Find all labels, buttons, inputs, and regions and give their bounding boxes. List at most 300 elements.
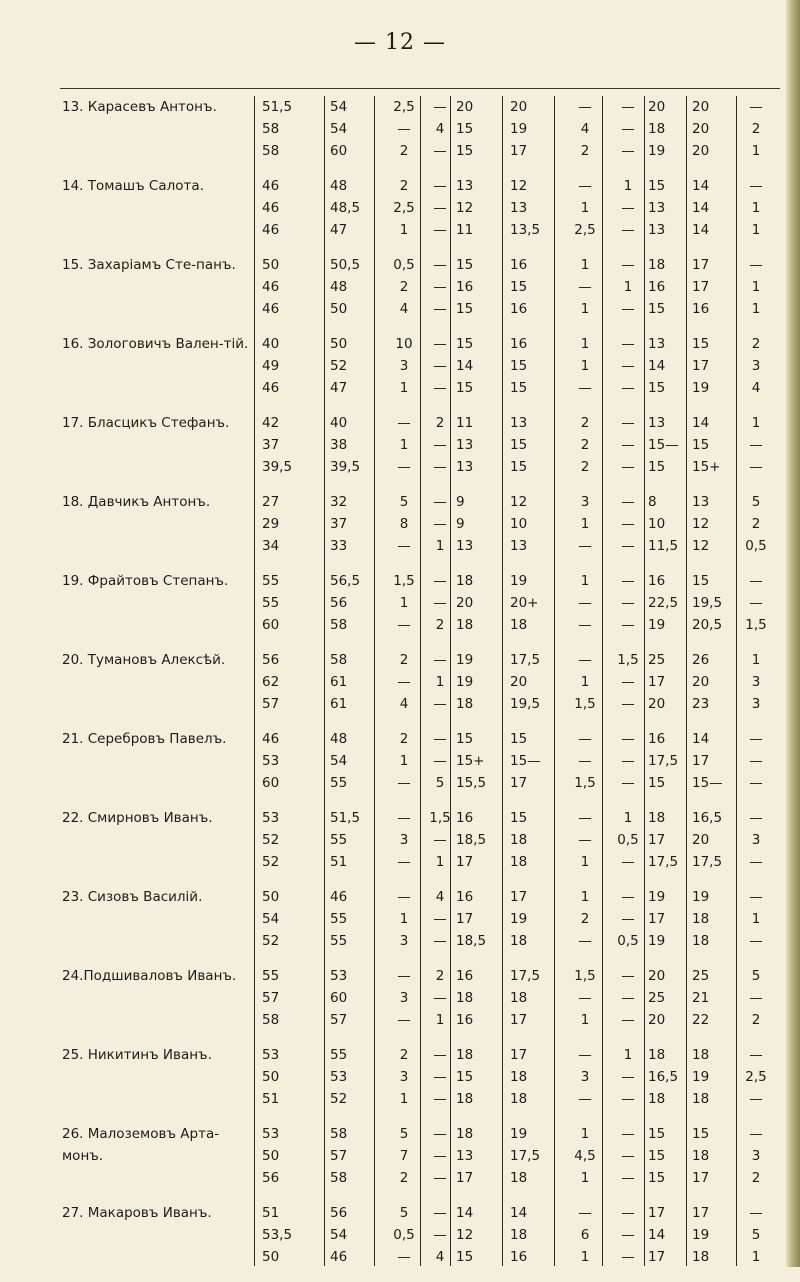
table-cell: 13 [456,437,474,453]
table-cell: — [621,753,635,769]
person-name: 26. Малоземовъ Арта-монъ. [62,1126,220,1164]
table-cell: — [621,674,635,690]
table-cell: 56 [330,1205,348,1221]
table-cell: 15 [648,301,666,317]
table-cell: 16 [456,968,474,984]
table-cell: 50 [262,1249,280,1265]
table-cell: 1,5 [574,696,596,712]
table-cell: 3 [399,990,409,1006]
table-cell: — [433,595,447,611]
table-cell: 20 [692,143,710,159]
table-cell: 1 [435,674,445,690]
table-cell: 2 [580,143,590,159]
table-cell: 21 [692,990,710,1006]
table-cell: — [433,731,447,747]
table-cell: 57 [262,990,280,1006]
table-cell: 19 [692,1069,710,1085]
table-cell: 52 [330,1091,348,1107]
table-cell: 55 [262,968,280,984]
table-cell: — [621,990,635,1006]
table-cell: 18 [510,832,528,848]
table-cell: — [433,1126,447,1142]
table-cell: 18 [510,1170,528,1186]
table-cell: 2 [751,336,761,352]
table-cell: — [397,889,411,905]
table-cell: 15 [510,358,528,374]
table-cell: 2 [751,1012,761,1028]
table-cell: 10 [648,516,666,532]
table-cell: — [578,832,592,848]
table-cell: 2,5 [393,99,415,115]
table-cell: 17 [692,1205,710,1221]
table-cell: 1 [580,1249,590,1265]
table-cell: 9 [456,516,465,532]
table-cell: — [433,1069,447,1085]
table-cell: 1 [399,1091,409,1107]
table-cell: — [578,933,592,949]
table-cell: 12 [510,494,528,510]
table-cell: 4 [399,696,409,712]
table-cell: — [749,459,763,475]
table-cell: 3 [399,1069,409,1085]
table-cell: 1 [435,1012,445,1028]
table-cell: 13 [456,178,474,194]
table-cell: — [621,336,635,352]
table-cell: 15 [510,437,528,453]
table-cell: — [433,1205,447,1221]
table-cell: 56,5 [330,573,361,589]
table-cell: 33 [330,538,348,554]
table-cell: 17 [456,854,474,870]
table-cell: — [578,753,592,769]
table-cell: 1 [399,380,409,396]
table-cell: 16 [510,1249,528,1265]
table-cell: 18 [692,1249,710,1265]
table-cell: — [621,889,635,905]
table-cell: 3 [399,933,409,949]
table-cell: — [578,1047,592,1063]
table-cell: 2,5 [393,200,415,216]
table-cell: 14 [456,358,474,374]
table-cell: 46 [262,222,280,238]
table-cell: 1 [435,854,445,870]
table-cell: 9 [456,494,465,510]
table-cell: 57 [262,696,280,712]
person-name: 16. Зологовичъ Вален-тій. [62,336,249,352]
table-cell: 1,5 [617,652,639,668]
table-cell: 19 [510,911,528,927]
table-cell: 19 [510,573,528,589]
table-cell: 60 [330,143,348,159]
table-cell: 17 [692,279,710,295]
table-cell: — [578,617,592,633]
table-cell: 1 [580,1012,590,1028]
table-cell: 16 [510,336,528,352]
table-cell: 22 [692,1012,710,1028]
table-cell: — [433,1148,447,1164]
table-cell: 13 [692,494,710,510]
table-cell: 1 [623,1047,633,1063]
table-cell: 15 [648,380,666,396]
table-cell: 17 [510,889,528,905]
table-cell: 15 [648,775,666,791]
table-cell: 48 [330,178,348,194]
table-cell: — [749,753,763,769]
table-cell: — [397,968,411,984]
table-cell: 53 [330,968,348,984]
table-cell: 18 [456,1126,474,1142]
table-cell: 15 [648,1126,666,1142]
table-cell: — [621,358,635,374]
table-row [62,254,774,334]
table-cell: 48 [330,279,348,295]
table-cell: — [621,775,635,791]
table-cell: — [433,301,447,317]
table-cell: — [749,854,763,870]
table-cell: 18 [510,1091,528,1107]
table-cell: 2 [751,1170,761,1186]
table-cell: 7 [399,1148,409,1164]
table-cell: — [621,437,635,453]
table-cell: 1 [580,854,590,870]
table-cell: — [433,336,447,352]
table-cell: — [621,538,635,554]
table-cell: 15 [510,459,528,475]
table-cell: 46 [330,1249,348,1265]
table-cell: — [397,538,411,554]
table-cell: 50 [262,257,280,273]
table-cell: — [749,1091,763,1107]
table-cell: 1 [399,437,409,453]
table-cell: 14 [692,415,710,431]
table-cell: 2 [751,516,761,532]
table-cell: 19 [510,1126,528,1142]
table-cell: — [749,1126,763,1142]
table-cell: 2 [435,415,445,431]
table-cell: 16,5 [648,1069,679,1085]
table-cell: 26 [692,652,710,668]
table-cell: 1,5 [745,617,767,633]
table-cell: 1,5 [574,775,596,791]
table-cell: 11,5 [648,538,679,554]
table-cell: 50 [330,301,348,317]
table-cell: — [621,494,635,510]
table-cell: 16 [648,573,666,589]
table-cell: 19 [648,143,666,159]
table-cell: 10 [395,336,413,352]
table-cell: 1,5 [574,968,596,984]
table-cell: 1 [751,222,761,238]
table-cell: 18 [456,1091,474,1107]
table-cell: 19 [510,121,528,137]
table-cell: 25 [648,652,666,668]
table-cell: 13 [648,200,666,216]
table-cell: 20 [692,99,710,115]
person-name: 18. Давчикъ Антонъ. [62,494,211,510]
table-cell: 1 [580,358,590,374]
table-cell: — [397,674,411,690]
table-cell: 13 [456,1148,474,1164]
table-cell: — [749,1205,763,1221]
table-cell: 16 [692,301,710,317]
table-cell: 46 [262,178,280,194]
table-cell: 0,5 [745,538,767,554]
table-cell: 11 [456,222,474,238]
person-name: 23. Сизовъ Василій. [62,889,203,905]
table-cell: 13 [648,415,666,431]
table-cell: 18 [510,854,528,870]
person-name: 21. Серебровъ Павелъ. [62,731,227,747]
table-cell: 18 [692,1047,710,1063]
table-cell: 2 [580,415,590,431]
table-cell: 47 [330,380,348,396]
table-cell: 11 [456,415,474,431]
table-cell: — [578,810,592,826]
table-cell: — [749,889,763,905]
table-cell: 5 [399,494,409,510]
table-cell: — [749,775,763,791]
table-cell: 2 [435,617,445,633]
table-cell: — [397,617,411,633]
table-cell: — [397,775,411,791]
table-cell: 12 [456,200,474,216]
table-row [62,333,774,413]
table-cell: — [621,1069,635,1085]
table-cell: 1 [751,279,761,295]
table-cell: — [621,1091,635,1107]
table-cell: 15 [692,437,710,453]
table-cell: — [433,494,447,510]
table-cell: 1 [580,1126,590,1142]
table-cell: 15 [456,380,474,396]
table-cell: — [433,1091,447,1107]
table-cell: 29 [262,516,280,532]
table-cell: 53 [330,1069,348,1085]
table-cell: — [621,854,635,870]
table-cell: 3 [399,832,409,848]
table-row [62,1202,774,1282]
table-cell: 17 [692,753,710,769]
table-cell: — [397,459,411,475]
table-cell: 39,5 [330,459,361,475]
table-cell: 13 [510,415,528,431]
table-cell: 19 [692,889,710,905]
table-cell: — [621,121,635,137]
table-cell: 16,5 [692,810,723,826]
table-cell: 1 [751,143,761,159]
person-name: 27. Макаровъ Иванъ. [62,1205,212,1221]
table-cell: 1,5 [393,573,415,589]
table-cell: 19 [692,380,710,396]
table-cell: 17 [510,143,528,159]
table-cell: 5 [435,775,445,791]
table-cell: — [433,1170,447,1186]
table-row [62,1123,774,1203]
person-name: 15. Захаріамъ Сте-панъ. [62,257,236,273]
table-cell: 15 [456,731,474,747]
table-cell: 55 [262,595,280,611]
table-cell: 60 [262,775,280,791]
table-cell: 15+ [456,753,485,769]
table-cell: — [433,380,447,396]
person-name: 13. Карасевъ Антонъ. [62,99,217,115]
table-cell: 46 [330,889,348,905]
table-cell: 18 [510,933,528,949]
table-cell: 17 [692,257,710,273]
table-cell: — [621,516,635,532]
table-cell: 55 [330,933,348,949]
table-cell: 27 [262,494,280,510]
table-cell: — [749,933,763,949]
table-cell: 17 [510,1012,528,1028]
table-cell: 40 [330,415,348,431]
table-cell: 10 [510,516,528,532]
table-cell: — [621,911,635,927]
table-cell: 15— [510,753,541,769]
table-cell: 1 [399,911,409,927]
table-cell: 55 [330,1047,348,1063]
table-cell: 15,5 [456,775,487,791]
table-cell: — [578,279,592,295]
table-cell: 61 [330,696,348,712]
table-cell: 52 [262,933,280,949]
table-cell: 16 [456,810,474,826]
table-cell: 53 [262,1126,280,1142]
table-cell: 15 [456,1249,474,1265]
table-cell: 1 [399,222,409,238]
table-cell: 12 [692,538,710,554]
table-cell: 18,5 [456,832,487,848]
table-cell: 3 [580,1069,590,1085]
table-cell: 18 [456,573,474,589]
table-cell: 2,5 [574,222,596,238]
table-cell: 12 [510,178,528,194]
table-row [62,965,774,1045]
table-cell: 18 [692,933,710,949]
table-cell: 1 [580,257,590,273]
table-cell: — [621,573,635,589]
table-cell: — [621,143,635,159]
table-cell: 18 [692,1091,710,1107]
table-cell: 58 [330,1126,348,1142]
table-cell: 58 [262,1012,280,1028]
table-row [62,807,774,887]
table-cell: 2 [580,459,590,475]
table-cell: — [433,990,447,1006]
table-cell: 20 [648,1012,666,1028]
table-cell: — [578,990,592,1006]
table-cell: 3 [399,358,409,374]
table-cell: 22,5 [648,595,679,611]
table-cell: 4 [435,121,445,137]
table-cell: 17 [648,1249,666,1265]
table-cell: 17,5 [692,854,723,870]
table-cell: 19 [648,617,666,633]
table-cell: 25 [648,990,666,1006]
table-cell: 16 [456,279,474,295]
table-cell: 16 [648,731,666,747]
table-cell: 55 [330,832,348,848]
table-cell: — [433,200,447,216]
person-name: 14. Томашъ Салота. [62,178,204,194]
table-cell: 16 [456,1012,474,1028]
table-cell: 53,5 [262,1227,293,1243]
table-cell: — [433,178,447,194]
table-cell: — [749,99,763,115]
table-cell: 46 [262,200,280,216]
table-cell: 17 [648,1205,666,1221]
table-cell: 15 [456,257,474,273]
table-cell: 5 [751,1227,761,1243]
table-cell: 1 [580,573,590,589]
table-cell: 0,5 [393,257,415,273]
table-cell: 14 [510,1205,528,1221]
table-cell: 51,5 [262,99,293,115]
table-cell: 13 [510,538,528,554]
table-cell: 14 [692,731,710,747]
table-cell: 16 [456,889,474,905]
table-cell: 13 [510,200,528,216]
table-cell: 15 [692,336,710,352]
table-cell: 2 [399,279,409,295]
table-cell: 3 [751,358,761,374]
table-cell: 52 [262,832,280,848]
page-number: — 12 — [354,30,446,55]
table-cell: 1 [623,279,633,295]
table-cell: 1 [623,178,633,194]
table-cell: 50 [330,336,348,352]
table-cell: 38 [330,437,348,453]
table-cell: 19,5 [510,696,541,712]
table-cell: 17 [648,832,666,848]
table-cell: — [621,1227,635,1243]
table-cell: 16 [510,301,528,317]
table-cell: — [433,99,447,115]
table-cell: 1 [580,674,590,690]
table-cell: 14 [648,358,666,374]
table-cell: 53 [262,753,280,769]
table-cell: 18 [648,810,666,826]
table-cell: 52 [330,358,348,374]
table-cell: — [578,538,592,554]
table-cell: 18 [456,696,474,712]
table-cell: 54 [330,1227,348,1243]
table-cell: 32 [330,494,348,510]
table-cell: 4 [435,889,445,905]
table-cell: — [621,1170,635,1186]
table-cell: 18 [510,617,528,633]
table-cell: 56 [262,652,280,668]
table-cell: 56 [330,595,348,611]
table-cell: 1 [580,889,590,905]
table-cell: — [621,380,635,396]
table-cell: — [749,178,763,194]
table-cell: — [749,595,763,611]
table-cell: — [749,573,763,589]
table-cell: 18 [648,1091,666,1107]
table-cell: 20 [692,832,710,848]
table-cell: 1 [751,911,761,927]
table-cell: 48,5 [330,200,361,216]
table-cell: 55 [262,573,280,589]
table-cell: 13 [648,336,666,352]
table-cell: 19 [692,1227,710,1243]
table-cell: — [578,1091,592,1107]
table-cell: 13 [648,222,666,238]
table-cell: 51 [262,1091,280,1107]
table-cell: 17,5 [648,753,679,769]
table-cell: 14 [692,178,710,194]
